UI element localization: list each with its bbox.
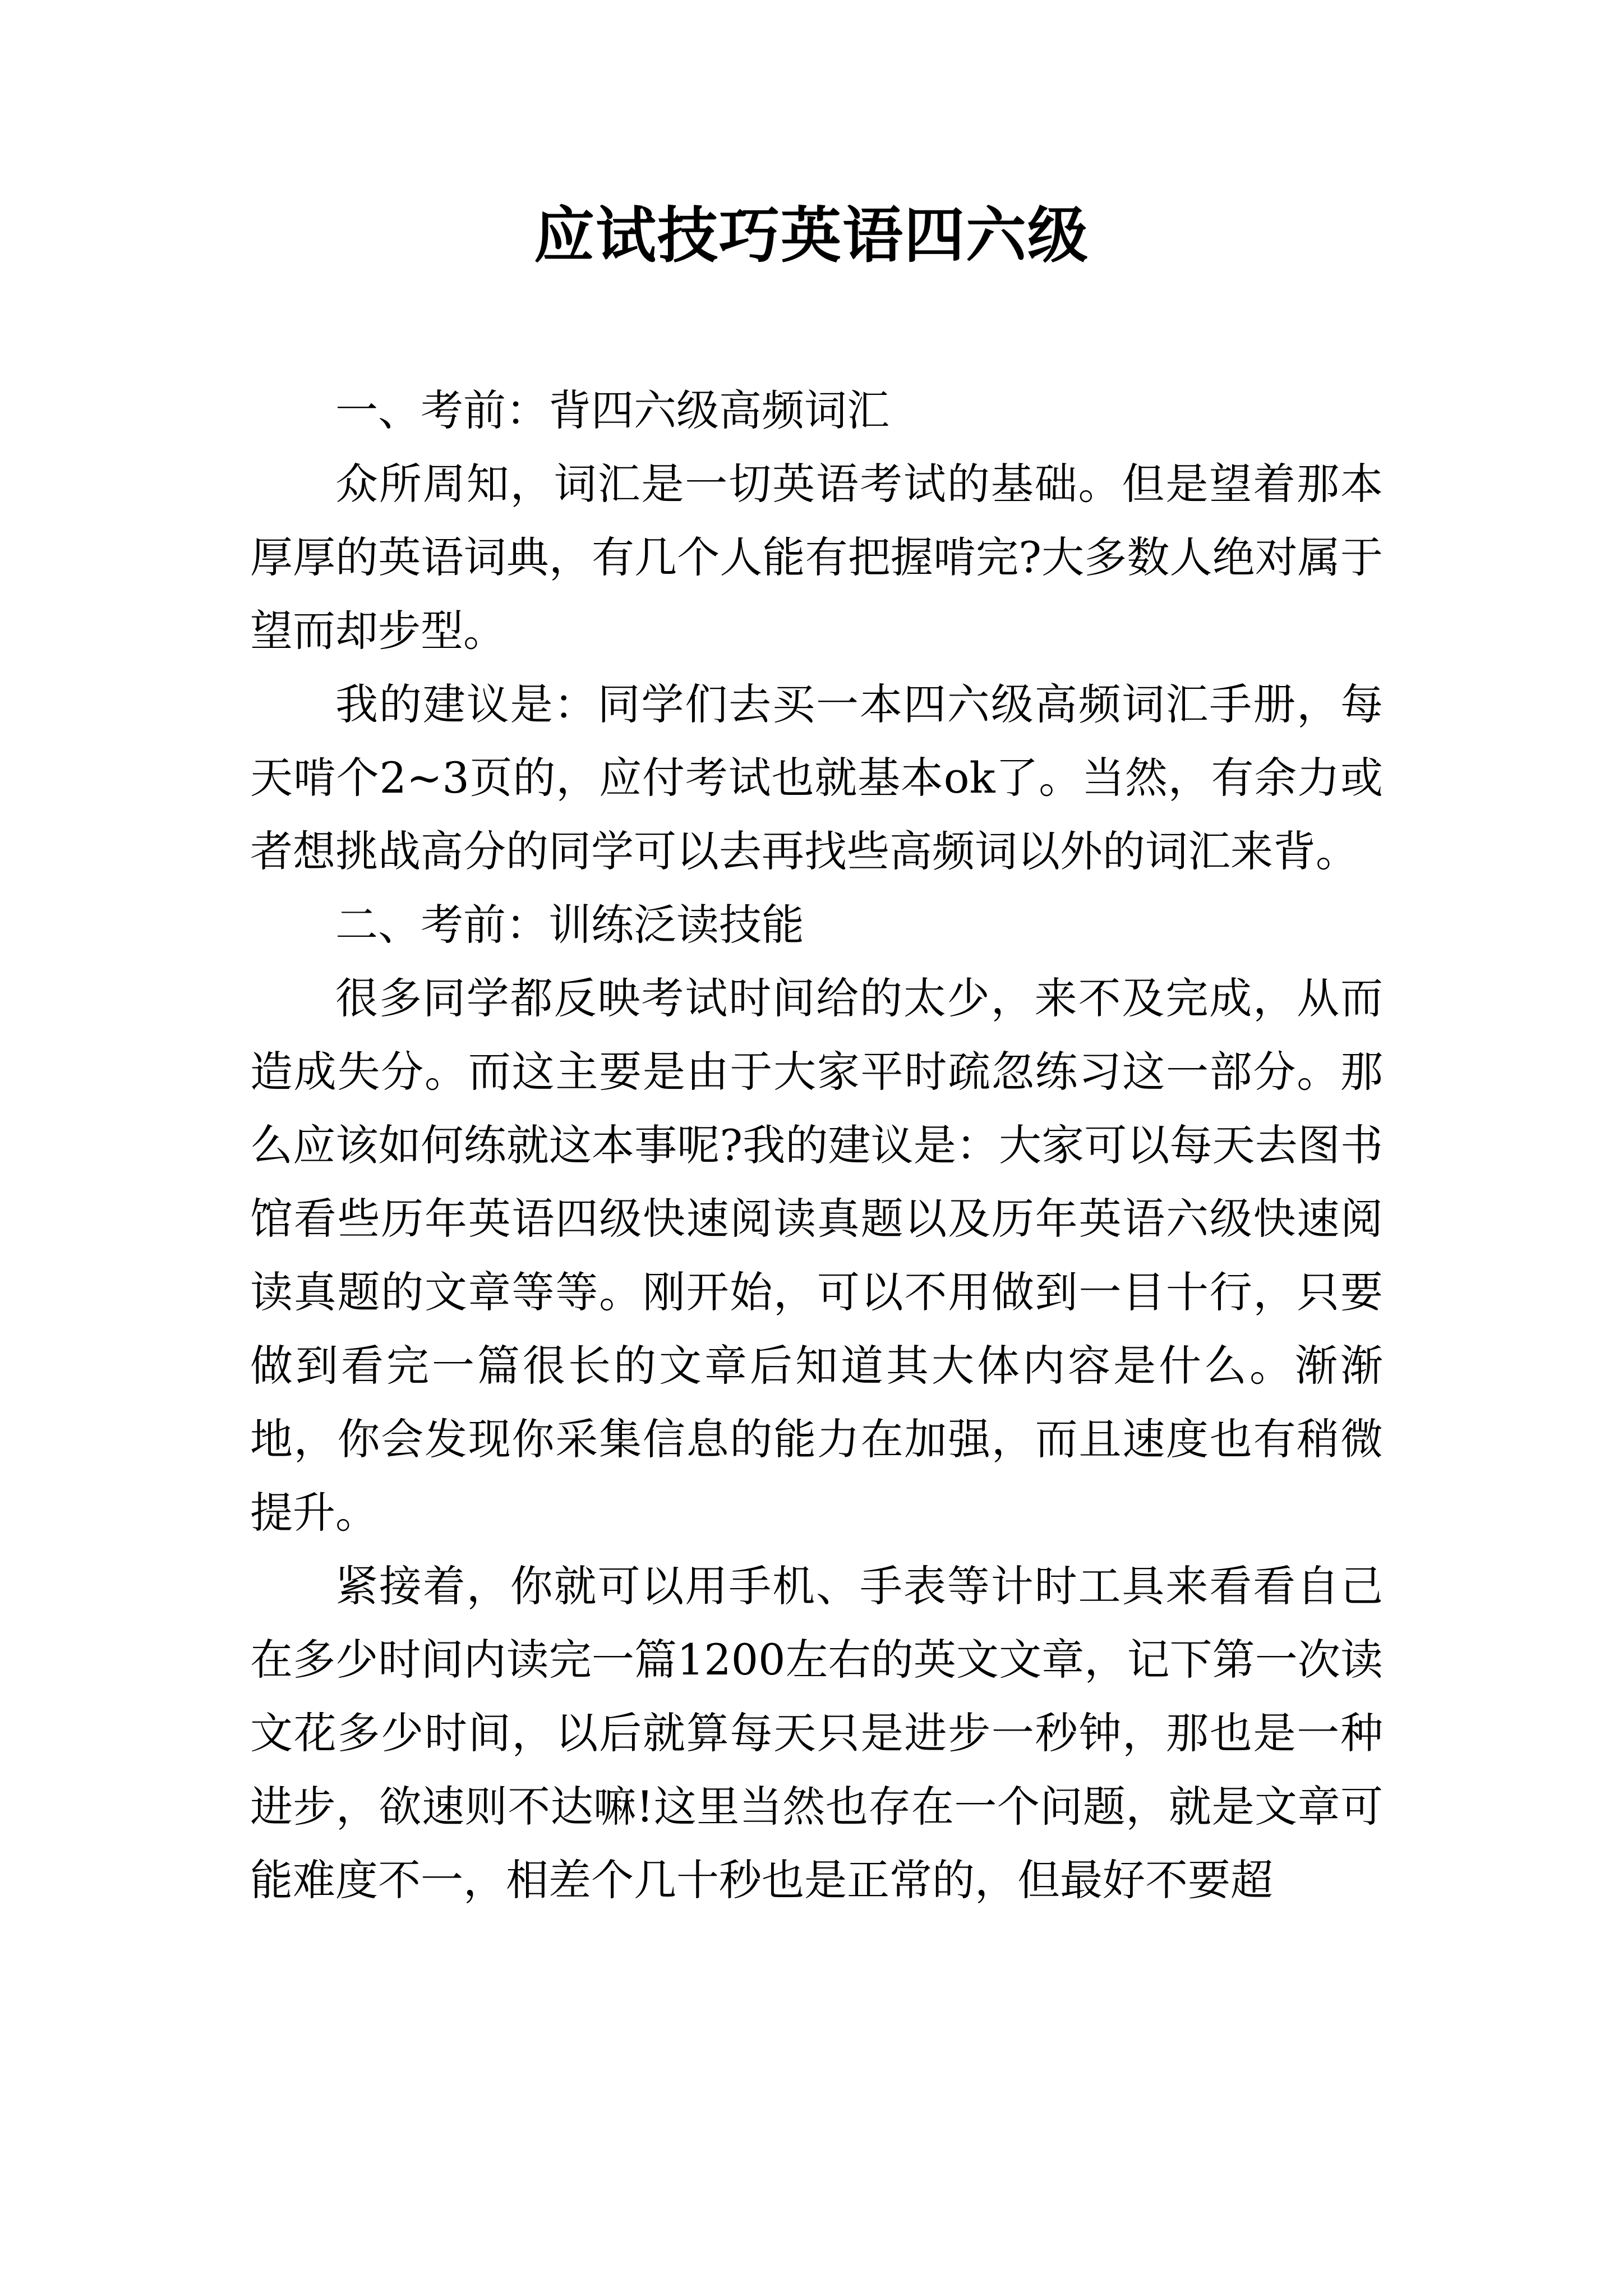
- document-body: [250, 374, 1383, 1917]
- section-heading: 一、考前：背四六级高频词汇: [335, 385, 889, 435]
- body-paragraph: 紧接着，你就可以用手机、手表等计时工具来看看自己在多少时间内读完一篇1200左右的英文文章，记下第一次读文花多少时间，以后就算每天只是进步一秒钟，那也是一种进步，欲速则不达嘛!这里当然也存在一个问题，就是文章可能难度不一，相差个几十秒也是正常的，但最好不要超: [250, 1561, 1383, 1905]
- body-paragraph: 很多同学都反映考试时间给的太少，来不及完成，从而造成失分。而这主要是由于大家平时疏忽练习这一部分。那么应该如何练就这本事呢?我的建议是：大家可以每天去图书馆看些历年英语四级快速阅读真题以及历年英语六级快速阅读真题的文章等等。刚开始，可以不用做到一目十行，只要做到看完一篇很长的文章后知道其大体内容是什么。渐渐地，你会发现你采集信息的能力在加强，而且速度也有稍微提升。: [250, 973, 1383, 1538]
- body-paragraph: 众所周知，词汇是一切英语考试的基础。但是望着那本厚厚的英语词典，有几个人能有把握啃完?大多数人绝对属于望而却步型。: [250, 459, 1383, 656]
- document-title: 应试技巧英语四六级: [533, 200, 1089, 271]
- body-paragraph: 我的建议是：同学们去买一本四六级高频词汇手册，每天啃个2~3页的，应付考试也就基本ok了。当然，有余力或者想挑战高分的同学可以去再找些高频词以外的词汇来背。: [250, 679, 1383, 876]
- section-heading: 二、考前：训练泛读技能: [335, 900, 804, 950]
